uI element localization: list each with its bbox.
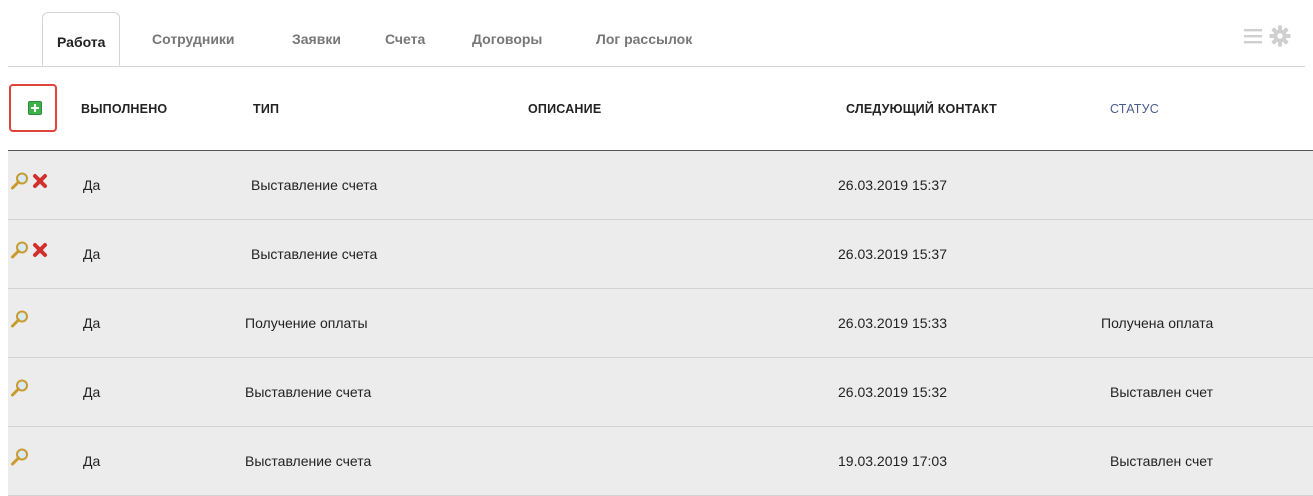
cell-status: Выставлен счет <box>1110 453 1214 469</box>
cell-next-contact: 19.03.2019 17:03 <box>838 453 947 469</box>
cell-type: Получение оплаты <box>245 315 368 331</box>
magnifier-icon[interactable] <box>10 378 30 403</box>
table-body <box>8 151 1313 496</box>
tab-employees[interactable]: Сотрудники <box>152 31 235 47</box>
cell-status: Выставлен счет <box>1110 384 1214 400</box>
add-icon[interactable] <box>28 101 42 115</box>
tab-bar <box>0 0 1313 67</box>
menu-icon[interactable] <box>1243 27 1263 50</box>
delete-icon[interactable] <box>31 172 49 195</box>
cell-type: Выставление счета <box>251 177 378 193</box>
add-button-highlight[interactable] <box>9 84 57 132</box>
column-header-done[interactable]: ВЫПОЛНЕНО <box>81 102 168 116</box>
row-actions <box>10 311 30 331</box>
cell-done: Да <box>83 315 101 331</box>
cell-type: Выставление счета <box>245 453 372 469</box>
tab-mailing-log[interactable]: Лог рассылок <box>596 31 693 47</box>
cell-status: Получена оплата <box>1101 315 1214 331</box>
tab-requests[interactable]: Заявки <box>292 31 341 47</box>
tab-work[interactable]: Работа <box>42 12 120 66</box>
cell-done: Да <box>83 177 101 193</box>
magnifier-icon[interactable] <box>10 447 30 472</box>
table-row[interactable] <box>8 289 1313 358</box>
table-header <box>0 67 1313 151</box>
row-actions <box>10 449 30 469</box>
table-row[interactable] <box>8 358 1313 427</box>
table-row[interactable] <box>8 427 1313 496</box>
table-row[interactable] <box>8 151 1313 220</box>
table-row[interactable] <box>8 220 1313 289</box>
cell-next-contact: 26.03.2019 15:37 <box>838 177 947 193</box>
row-actions <box>10 380 30 400</box>
cell-next-contact: 26.03.2019 15:37 <box>838 246 947 262</box>
cell-type: Выставление счета <box>245 384 372 400</box>
magnifier-icon[interactable] <box>10 171 30 196</box>
magnifier-icon[interactable] <box>10 309 30 334</box>
cell-done: Да <box>83 384 101 400</box>
tab-invoices[interactable]: Счета <box>385 31 426 47</box>
row-actions <box>10 242 49 262</box>
tab-contracts[interactable]: Договоры <box>472 31 543 47</box>
toolbar-icons <box>1243 27 1291 49</box>
cell-next-contact: 26.03.2019 15:32 <box>838 384 947 400</box>
cell-next-contact: 26.03.2019 15:33 <box>838 315 947 331</box>
column-header-status[interactable]: СТАТУС <box>1110 102 1159 116</box>
gear-icon[interactable] <box>1269 25 1291 52</box>
column-header-next-contact[interactable]: СЛЕДУЮЩИЙ КОНТАКТ <box>846 102 997 116</box>
column-header-description[interactable]: ОПИСАНИЕ <box>528 102 602 116</box>
cell-type: Выставление счета <box>251 246 378 262</box>
cell-done: Да <box>83 246 101 262</box>
row-actions <box>10 173 49 193</box>
delete-icon[interactable] <box>31 241 49 264</box>
cell-done: Да <box>83 453 101 469</box>
magnifier-icon[interactable] <box>10 240 30 265</box>
column-header-type[interactable]: ТИП <box>253 102 280 116</box>
